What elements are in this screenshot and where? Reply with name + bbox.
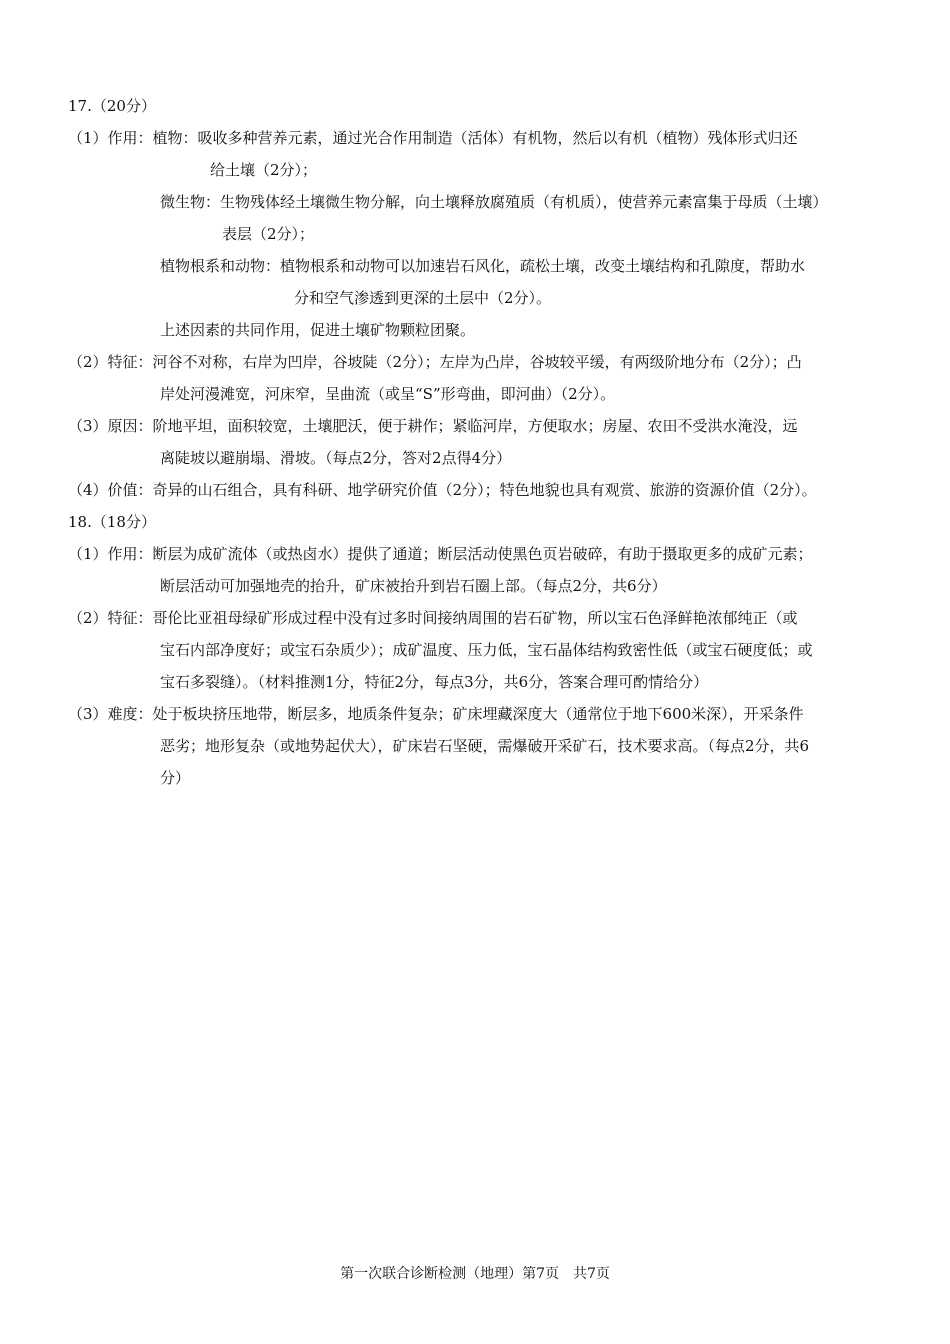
q18-part-1 — [68, 538, 898, 602]
page-footer: 第一次联合诊断检测（地理）第7页 共7页 — [340, 1266, 610, 1282]
q18-p2-line-1: （2）特征：哥伦比亚祖母绿矿形成过程中没有过多时间接纳周围的岩石矿物，所以宝石色泽鲜艳浓郁纯正（或 — [68, 609, 798, 627]
q18-p1-line-2: 断层活动可加强地壳的抬升，矿床被抬升到岩石圈上部。（每点2分，共6分） — [160, 577, 667, 595]
q17-p3-line-2: 离陡坡以避崩塌、滑坡。（每点2分，答对2点得4分） — [160, 449, 512, 467]
q18-p2-line-2: 宝石内部净度好；或宝石杂质少）；成矿温度、压力低，宝石晶体结构致密性低（或宝石硬度低；或 — [160, 641, 813, 659]
q17-p1-line-3: 微生物：生物残体经土壤微生物分解，向土壤释放腐殖质（有机质），使营养元素富集于母质（土壤） — [160, 193, 828, 211]
q17-part-2 — [68, 346, 898, 410]
q17-p3-line-1: （3）原因：阶地平坦，面积较宽，土壤肥沃，便于耕作；紧临河岸，方便取水；房屋、农田不受洪水淹没，远 — [68, 417, 798, 435]
q17-p2-line-2: 岸处河漫滩宽，河床窄，呈曲流（或呈“S”形弯曲，即河曲）（2分）。 — [160, 385, 616, 403]
q17-p1-line-4: 表层（2分）； — [222, 225, 315, 243]
q17-part-3 — [68, 410, 898, 474]
q18-part-3 — [68, 698, 898, 794]
q18-p3-line-1: （3）难度：处于板块挤压地带，断层多，地质条件复杂；矿床埋藏深度大（通常位于地下600米深），开采条件 — [68, 705, 804, 723]
q17-p1-line-7: 上述因素的共同作用，促进土壤矿物颗粒团聚。 — [160, 321, 476, 339]
q17-p1-line-6: 分和空气渗透到更深的土层中（2分）。 — [294, 289, 552, 307]
q17-p1-line-5: 植物根系和动物：植物根系和动物可以加速岩石风化，疏松土壤，改变土壤结构和孔隙度，帮助水 — [160, 257, 806, 275]
q17-part-4 — [68, 474, 898, 506]
q18-p3-line-2: 恶劣；地形复杂（或地势起伏大），矿床岩石坚硬，需爆破开采矿石，技术要求高。（每点2分，共6 — [160, 737, 810, 755]
q17-p1-line-2: 给土壤（2分）； — [210, 161, 318, 179]
q18-part-2 — [68, 602, 898, 698]
question-17-header: 17.（20分） — [68, 97, 156, 115]
q17-part-1 — [68, 122, 898, 346]
q18-p1-line-1: （1）作用：断层为成矿流体（或热卤水）提供了通道；断层活动使黑色页岩破碎，有助于摄取更多的成矿元素； — [68, 545, 813, 563]
q18-p2-line-3: 宝石多裂缝）。（材料推测1分，特征2分，每点3分，共6分，答案合理可酌情给分） — [160, 673, 709, 691]
q18-p3-line-3: 分） — [160, 769, 191, 787]
q17-p4-line-1: （4）价值：奇异的山石组合，具有科研、地学研究价值（2分）；特色地貌也具有观赏、旅游的资源价值（2分）。 — [68, 481, 817, 499]
q17-p2-line-1: （2）特征：河谷不对称，右岸为凹岸，谷坡陡（2分）；左岸为凸岸，谷坡较平缓，有两级阶地分布（2分）；凸 — [68, 353, 802, 371]
q17-p1-line-1: （1）作用：植物：吸收多种营养元素，通过光合作用制造（活体）有机物，然后以有机（植物）残体形式归还 — [68, 129, 798, 147]
question-18-header: 18.（18分） — [68, 513, 156, 531]
